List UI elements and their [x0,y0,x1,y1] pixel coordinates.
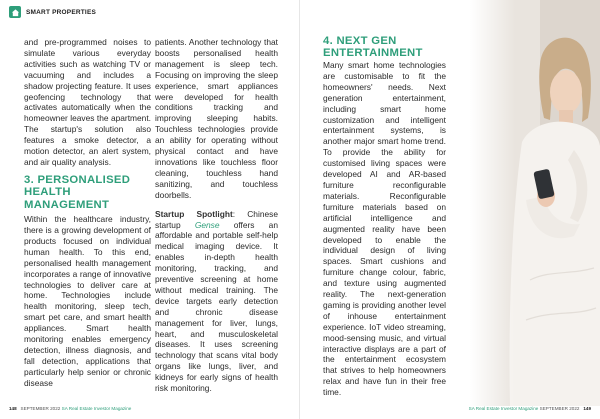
gense-link[interactable]: Gense [194,219,220,230]
section-3-title: 3. PERSONALISED HEALTH MANAGEMENT [24,173,131,211]
section-4-body: Many smart home technologies are customisable to fit the homeowners' needs. Next generation entertainment, including smart home customization and intelligent entertainment systems, is another major smart home trend. To provide the ability for customised living spaces were developed AI and AR-based furniture reconfigurable materials. Reconfigurable furniture materials based on artificial intelligence and augmented reality have been developed to enable the individual design of living spaces. Smart cushions and furniture change colour, fabric, and texture using augmented reality. The next-generation gaming is providing another level of inhouse entertainment experience. IoT video streaming, mood-sensing music, and virtual interactive displays are a part of the entertainment ecosystem that strives to help homeowners relax and have fun in their free time. [323,60,446,398]
startup-spotlight-paragraph [155,209,278,394]
right-column [323,60,446,398]
section-header [9,6,96,18]
col2-intro-paragraph: patients. Another technology that boosts personalised health management is sleep tech. Focusing on improving the sleep experience, smart appliances were developed for health conditions tracking and improving sleeping habits. Touchless technologies provide an ability for operating without physical contact and have innovations like touchless floor cleaning, touchless hand sanitizing, and touchless doorbells. [155,37,278,200]
left-column-2 [155,37,278,394]
footer-date-left: SEPTEMBER 2022 [20,406,61,411]
footer-date-right: SEPTEMBER 2022 [539,406,580,411]
footer-magazine-left: SA Real Estate Investor Magazine [61,406,132,411]
house-icon [9,6,21,18]
section-4-title: 4. NEXT GEN ENTERTAINMENT [323,35,423,60]
page-number-left: 148 [9,406,17,411]
page-gutter [299,0,300,419]
woman-with-phone-photo [470,0,600,406]
section-3-body: Within the healthcare industry, there is a growing development of products focused on individual human health. To this end, personalised health management incorporates a range of innovative technologies to deliver care at home. Technologies include health monitoring, sleep tech, smart pet care, and smart health appliances. Smart health monitoring enables emergency detection, illness diagnosis, and fall detection, applications that particularly help senior or chronic disease [24,214,151,388]
spotlight-body: offers an affordable and portable self-help medical imaging device. It enables in-depth health monitoring, tracking, and preventive screening at home without medical training. The device targets early detection and chronic disease management for liver, lungs, heart, and musculoskeletal diseases. It uses screening technology that scans vital body organs like lungs, liver, and kidneys for early signs of health risk monitoring. [155,219,279,394]
page-number-right: 149 [583,406,591,411]
spotlight-separator: : Chinese startup [155,208,278,230]
section-header-label: SMART PROPERTIES [26,8,97,16]
footer-magazine-right: SA Real Estate Investor Magazine [468,406,539,411]
spotlight-label: Startup Spotlight [155,208,233,219]
footer-left [9,406,131,412]
left-column-1 [24,37,151,389]
col1-intro-paragraph: and pre-programmed noises to simulate various everyday activities such as watching TV or vacuuming and includes a shadow projecting feature. It uses geofencing technology that activates automatically when the homeowner leaves the apartment. The startup's solution also features a smoke detector, a motion detector, an alert system, and air quality analysis. [24,37,151,167]
footer-right [469,406,591,412]
